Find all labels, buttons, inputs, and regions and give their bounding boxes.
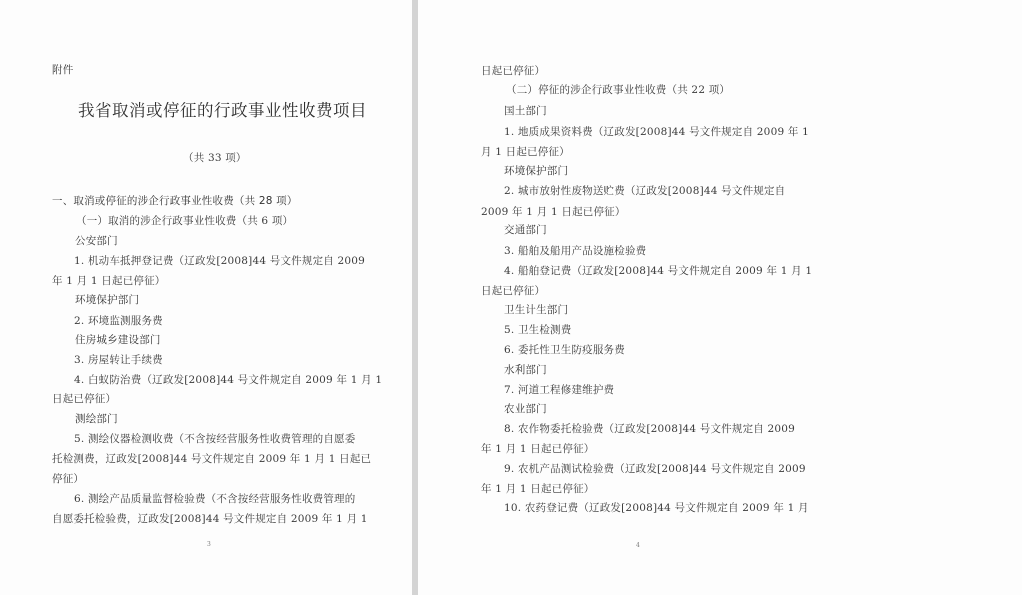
text-line: 托检测费，辽政发[2008]44 号文件规定自 2009 年 1 月 1 日起已 xyxy=(52,453,372,465)
right-page xyxy=(418,0,1022,595)
text-line: 8. 农作物委托检验费（辽政发[2008]44 号文件规定自 2009 xyxy=(504,423,796,435)
text-line: 年 1 月 1 日起已停征） xyxy=(52,275,166,287)
department-heading: 卫生计生部门 xyxy=(504,304,569,316)
subsection-heading: （一）取消的涉企行政事业性收费（共 6 项） xyxy=(76,215,294,227)
section-heading: 一、取消或停征的涉企行政事业性收费（共 28 项） xyxy=(52,195,298,207)
text-line: 6. 测绘产品质量监督检验费（不含按经营服务性收费管理的 xyxy=(74,493,356,505)
text-line: 自愿委托检验费，辽政发[2008]44 号文件规定自 2009 年 1 月 1 xyxy=(52,513,368,525)
text-line: 年 1 月 1 日起已停征） xyxy=(481,443,595,455)
total-count: （共 33 项） xyxy=(183,152,247,164)
page-number: 4 xyxy=(636,542,640,549)
text-line: 10. 农药登记费（辽政发[2008]44 号文件规定自 2009 年 1 月 xyxy=(504,502,809,514)
department-heading: 国土部门 xyxy=(504,105,547,117)
attachment-label: 附件 xyxy=(52,64,74,76)
text-line: 月 1 日起已停征） xyxy=(481,146,570,158)
department-heading: 水利部门 xyxy=(504,364,547,376)
department-heading: 测绘部门 xyxy=(75,413,118,425)
text-line: 停征） xyxy=(52,473,85,485)
department-heading: 环境保护部门 xyxy=(75,294,140,306)
department-heading: 住房城乡建设部门 xyxy=(75,334,161,346)
text-line: 2. 环境监测服务费 xyxy=(74,315,163,327)
text-line: 2. 城市放射性废物送贮费（辽政发[2008]44 号文件规定自 xyxy=(504,185,786,197)
text-line: 2009 年 1 月 1 日起已停征） xyxy=(481,206,626,218)
left-page xyxy=(0,0,412,595)
text-line: 4. 船舶登记费（辽政发[2008]44 号文件规定自 2009 年 1 月 1 xyxy=(504,265,813,277)
text-line: 7. 河道工程修建维护费 xyxy=(504,384,615,396)
text-line: 日起已停征） xyxy=(481,285,546,297)
document-title: 我省取消或停征的行政事业性收费项目 xyxy=(78,101,367,120)
text-line: 日起已停征） xyxy=(481,65,546,77)
text-line: 4. 白蚁防治费（辽政发[2008]44 号文件规定自 2009 年 1 月 1 xyxy=(74,374,383,386)
department-heading: 交通部门 xyxy=(504,224,547,236)
text-line: 3. 房屋转让手续费 xyxy=(74,354,163,366)
text-line: 年 1 月 1 日起已停征） xyxy=(481,483,595,495)
text-line: 5. 测绘仪器检测收费（不含按经营服务性收费管理的自愿委 xyxy=(74,433,356,445)
subsection-heading: （二）停征的涉企行政事业性收费（共 22 项） xyxy=(506,84,731,96)
text-line: 日起已停征） xyxy=(52,393,117,405)
text-line: 6. 委托性卫生防疫服务费 xyxy=(504,344,625,356)
text-line: 3. 船舶及船用产品设施检验费 xyxy=(504,245,647,257)
department-heading: 公安部门 xyxy=(75,235,118,247)
text-line: 1. 地质成果资料费（辽政发[2008]44 号文件规定自 2009 年 1 xyxy=(504,126,809,138)
text-line: 5. 卫生检测费 xyxy=(504,324,572,336)
text-line: 1. 机动车抵押登记费（辽政发[2008]44 号文件规定自 2009 xyxy=(74,255,366,267)
page-number: 3 xyxy=(207,541,211,548)
department-heading: 环境保护部门 xyxy=(504,165,569,177)
department-heading: 农业部门 xyxy=(504,403,547,415)
text-line: 9. 农机产品测试检验费（辽政发[2008]44 号文件规定自 2009 xyxy=(504,463,806,475)
